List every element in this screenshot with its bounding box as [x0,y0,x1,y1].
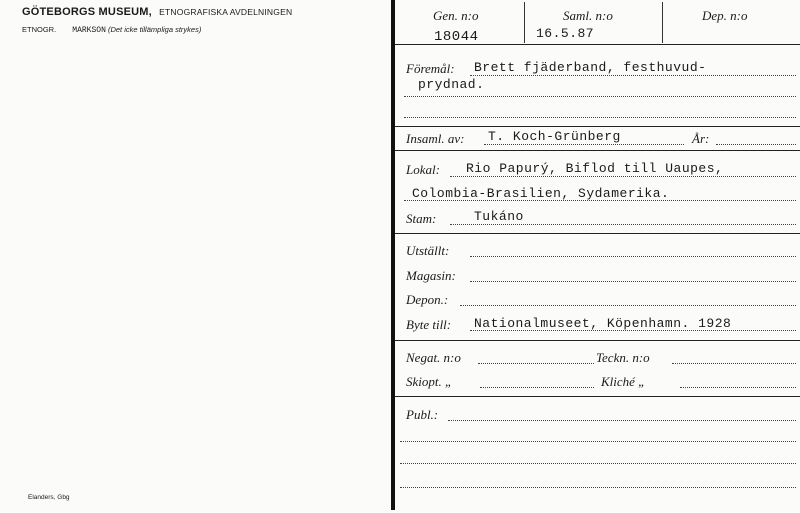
printer-imprint: Elanders, Gbg [28,494,70,501]
kliche-dotline [680,387,796,388]
rule-byte [395,340,800,341]
lokal-line2: Colombia-Brasilien, Sydamerika. [412,186,670,201]
insaml-label: Insaml. av: [406,131,465,146]
lokal-line1: Rio Papurý, Biflod till Uaupes, [466,161,724,176]
dep-label: Dep. n:o [702,8,748,23]
magasin-label: Magasin: [406,268,456,283]
publ-dotline-4 [400,487,796,488]
museum-heading [22,6,292,18]
kliche-label: Kliché „ [601,374,646,389]
foremal-label: Föremål: [406,61,455,76]
lokal-dotline-2 [404,200,796,201]
publ-dotline-2 [400,441,796,442]
lokal-dotline-1 [450,176,796,177]
saml-label: Saml. n:o [563,8,613,23]
col-sep-1 [524,2,525,43]
rule-negat [395,396,800,397]
foremal-dotline-3 [404,117,796,118]
teckn-label: Teckn. n:o [596,350,650,365]
negat-label: Negat. n:o [406,350,461,365]
museum-name: GÖTEBORGS MUSEUM, [22,6,152,18]
foremal-line1: Brett fjäderband, festhuvud- [474,60,707,75]
byte-label: Byte till: [406,317,452,332]
stam-value: Tukáno [474,209,524,224]
category-note: (Det icke tillämpliga strykes) [107,25,202,34]
gen-label: Gen. n:o [433,8,479,23]
depon-dotline [460,305,796,306]
insaml-dotline [484,144,684,145]
gen-value: 18044 [434,29,479,45]
category-typed: MARKSON [72,26,106,35]
foremal-dotline-1 [470,75,796,76]
foremal-dotline-2 [404,96,796,97]
col-sep-2 [662,2,663,43]
negat-dotline [478,363,594,364]
publ-dotline-1 [448,420,796,421]
rule-top [395,44,800,45]
ar-label: År: [692,131,710,146]
insaml-value: T. Koch-Grünberg [488,129,621,144]
lokal-label: Lokal: [406,162,440,177]
foremal-line2: prydnad. [418,77,485,92]
byte-value: Nationalmuseet, Köpenhamn. 1928 [474,316,732,331]
ar-dotline [716,144,796,145]
teckn-dotline [672,363,796,364]
utstallt-label: Utställt: [406,243,450,258]
category-prefix: ETNOGR. [22,25,57,34]
category-line [22,25,201,35]
skiopt-dotline [480,387,594,388]
stam-label: Stam: [406,211,437,226]
publ-dotline-3 [400,463,796,464]
depon-label: Depon.: [406,292,449,307]
rule-lokal [395,233,800,234]
department-name: ETNOGRAFISKA AVDELNINGEN [159,7,293,17]
publ-label: Publ.: [406,407,439,422]
utstallt-dotline [470,256,796,257]
skiopt-label: Skiopt. „ [406,374,453,389]
stam-dotline [450,224,796,225]
card-divider [391,0,395,510]
rule-insaml [395,150,800,151]
saml-value: 16.5.87 [536,26,595,41]
rule-foremal [395,126,800,127]
byte-dotline [470,330,796,331]
magasin-dotline [470,281,796,282]
